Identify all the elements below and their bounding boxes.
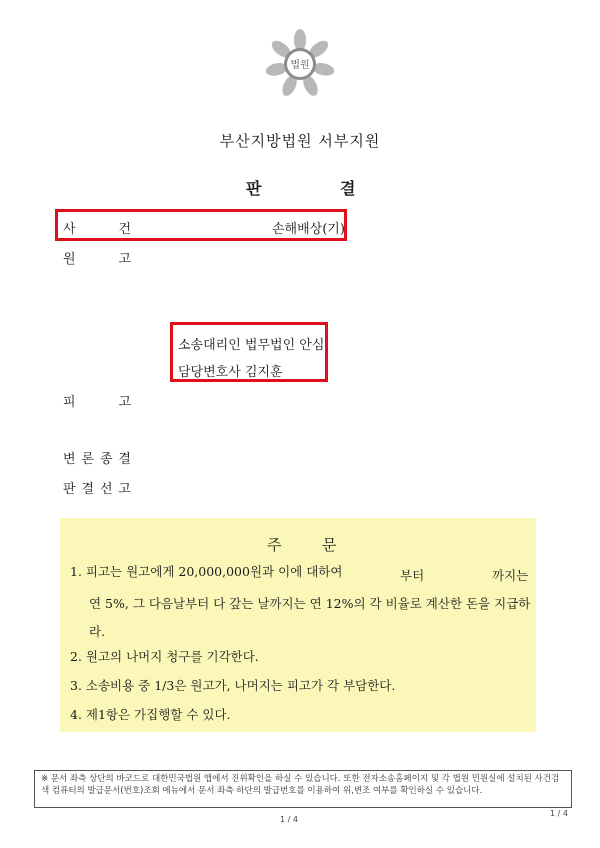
court-emblem-icon	[262, 26, 338, 102]
emblem-text: 법원	[290, 60, 310, 71]
case-label: 사 건	[63, 222, 133, 237]
doc-title-part1: 판	[246, 179, 262, 198]
case-value: 손해배상(기)	[272, 222, 345, 237]
sentence-label: 판 결 선 고	[63, 482, 133, 497]
judgment-item-1-from: 부터	[400, 568, 425, 583]
agent-firm: 소송대리인 법무법인 안심	[178, 338, 325, 353]
defendant-label: 피 고	[63, 395, 133, 410]
court-name: 부산지방법원 서부지원	[219, 132, 381, 150]
judgment-item-1a: 1. 피고는 원고에게 20,000,000원과 이에 대하여	[70, 564, 343, 579]
page-number: 1 / 4	[280, 815, 298, 824]
judgment-item-4: 4. 제1항은 가집행할 수 있다.	[70, 707, 231, 722]
doc-title-part2: 결	[340, 179, 356, 198]
judgment-item-1c: 라.	[89, 624, 106, 639]
footer-notice: ※ 문서 좌측 상단의 바코드로 대한민국법원 앱에서 진위확인을 하실 수 있습니다. 또한 전자소송홈페이지 및 각 법원 민원실에 설치된 사건검색 컴퓨터의 발급문서(번호)조회 메뉴에서 문서 좌측 하단의 발급번호를 이용하여 위,변조 여부를 확인하실 수 있습니다.	[34, 770, 572, 808]
judgment-box: 주 문 1. 피고는 원고에게 20,000,000원과 이에 대하여 부터 까지는 연 5%, 그 다음날부터 다 갚는 날까지는 연 12%의 각 비율로 계산한 돈을 지급하 라. 2. 원고의 나머지 청구를 기각한다. 3. 소송비용 중 1/3은 원고가, 나머지는 피고가 각 부담한다. 4. 제1항은 가집행할 수 있다.	[60, 518, 536, 732]
plaintiff-label: 원 고	[63, 252, 133, 267]
judgment-item-1b: 연 5%, 그 다음날부터 다 갚는 날까지는 연 12%의 각 비율로 계산한 돈을 지급하	[89, 596, 531, 611]
judgment-item-2: 2. 원고의 나머지 청구를 기각한다.	[70, 649, 259, 664]
judgment-item-3: 3. 소송비용 중 1/3은 원고가, 나머지는 피고가 각 부담한다.	[70, 678, 396, 693]
page-number-outer: 1 / 4	[550, 809, 568, 818]
agent-lawyer: 담당변호사 김지훈	[178, 365, 283, 380]
judgment-item-1-until: 까지는	[492, 568, 529, 583]
closing-label: 변 론 종 결	[63, 452, 133, 467]
